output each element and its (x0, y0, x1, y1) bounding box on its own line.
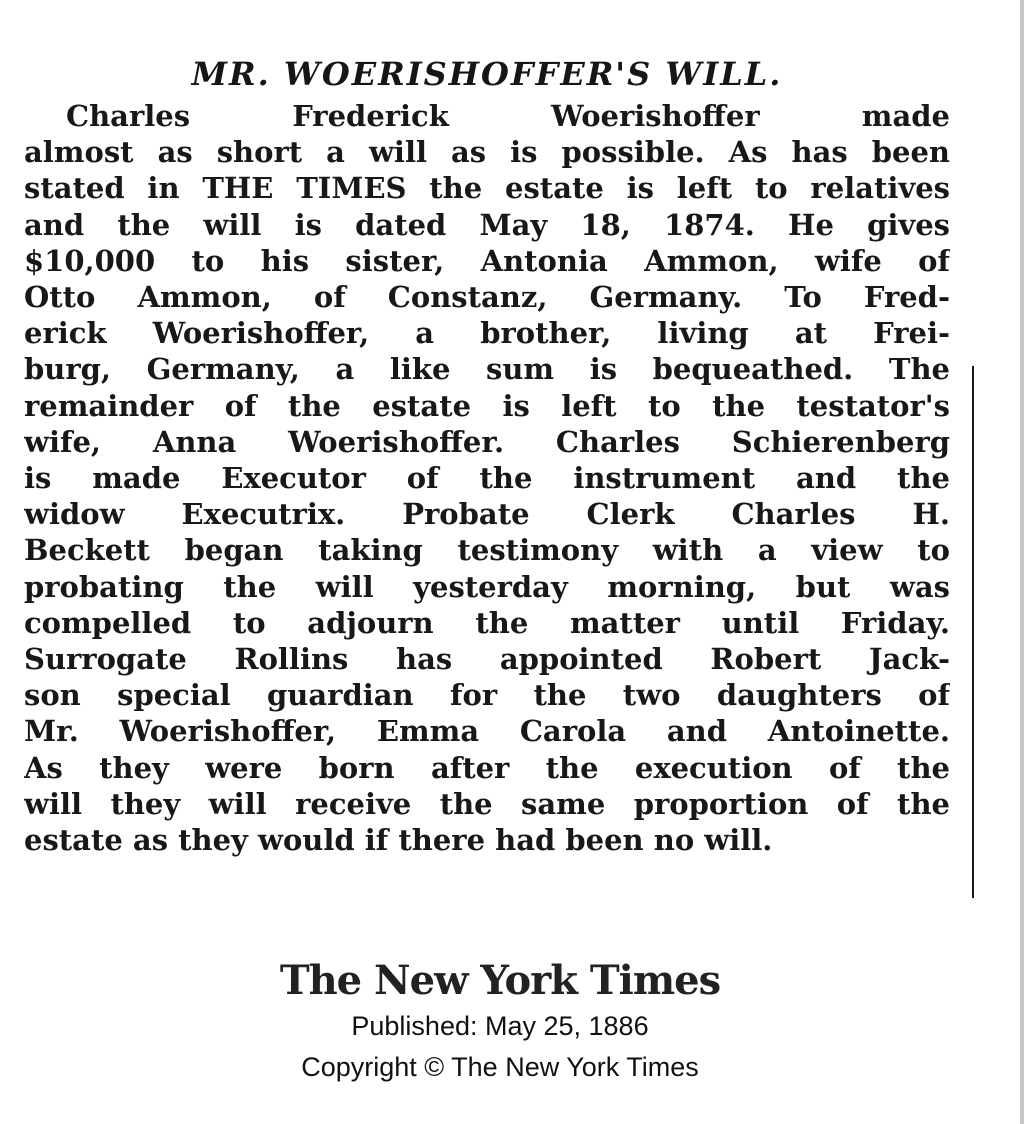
article-line: estate as they would if there had been no will. (24, 823, 773, 858)
article-line: burg, Germany, a like sum is bequeathed. The (24, 352, 950, 387)
published-date: Published: May 25, 1886 (351, 1011, 649, 1041)
column-rule (972, 366, 974, 898)
article-line: wife, Anna Woerishoffer. Charles Schierenberg (24, 424, 950, 459)
article-line: Otto Ammon, of Constanz, Germany. To Fred- (24, 280, 950, 315)
article-line: and the will is dated May 18, 1874. He gives (24, 207, 950, 242)
article-line: Mr. Woerishoffer, Emma Carola and Antoinette. (24, 714, 950, 749)
page-edge-rule (1020, 0, 1024, 1124)
copyright-notice: Copyright © The New York Times (301, 1052, 699, 1082)
article-line: son special guardian for the two daughters of (24, 678, 950, 713)
article-line: As they were born after the execution of the (24, 750, 950, 785)
article-body (24, 98, 950, 858)
article-line: Surrogate Rollins has appointed Robert Jack- (24, 642, 950, 677)
article-line: Beckett began taking testimony with a view to (24, 533, 950, 568)
article-line: erick Woerishoffer, a brother, living at Frei- (24, 316, 950, 351)
article-line: is made Executor of the instrument and the (24, 461, 950, 496)
masthead-logo: The New York Times (279, 957, 721, 1004)
footer (200, 956, 800, 1088)
article (24, 56, 950, 858)
article-line: remainder of the estate is left to the testator's (24, 388, 950, 423)
article-line: compelled to adjourn the matter until Friday. (24, 605, 950, 640)
article-line: stated in THE TIMES the estate is left to relatives (24, 171, 950, 206)
headline: MR. WOERISHOFFER'S WILL. (191, 55, 783, 93)
article-line: probating the will yesterday morning, but was (24, 569, 950, 604)
article-line: $10,000 to his sister, Antonia Ammon, wife of (24, 243, 950, 278)
article-line: widow Executrix. Probate Clerk Charles H. (24, 497, 950, 532)
article-line: will they will receive the same proportion of the (24, 786, 950, 821)
article-line: almost as short a will as is possible. As has been (24, 135, 950, 170)
article-line: Charles Frederick Woerishoffer made (66, 99, 950, 133)
